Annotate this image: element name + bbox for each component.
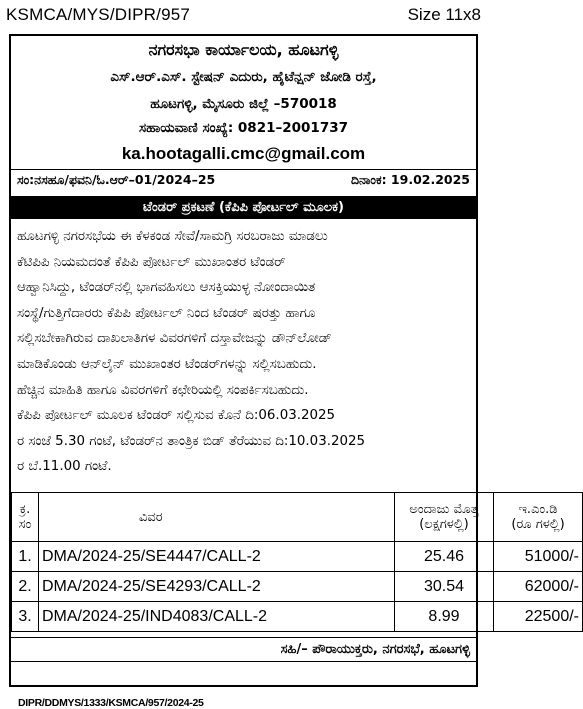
- header-emd-line2: (ರೂ ಗಳಲ್ಲಿ): [511, 517, 565, 532]
- body-line: ಸಂಸ್ಥೆ/ಗುತ್ತಿಗೆದಾರರು ಕೆಪಿಪಿ ಪೋರ್ಟಲ್ ನಿಂದ ಟೆಂಡರ್ ಷರತ್ತು ಹಾಗೂ: [17, 305, 316, 321]
- signature: ಸಹಿ/– ಪೌರಾಯುಕ್ತರು, ನಗರಸಭೆ, ಹೂಟಗಳ್ಳಿ: [280, 642, 470, 657]
- size-label: Size 11x8: [407, 5, 481, 24]
- table-header-row: [12, 493, 583, 542]
- body-line: ಕೆಟಿಪಿಪಿ ನಿಯಮದಂತೆ ಕೆಪಿಪಿ ಪೋರ್ಟಲ್ ಮುಖಾಂತರ ಟೆಂಡರ್: [17, 254, 286, 270]
- office-title: ನಗರಸಭಾ ಕಾರ್ಯಾಲಯ, ಹೂಟಗಳ್ಳಿ: [148, 40, 339, 59]
- row-serial: 3.: [12, 602, 39, 632]
- header-emd: [494, 493, 583, 542]
- row-serial: 1.: [12, 542, 39, 572]
- notice-banner: ಟೆಂಡರ್ ಪ್ರಕಟಣೆ (ಕೆಪಿಪಿ ಪೋರ್ಟಲ್ ಮೂಲಕ): [11, 196, 476, 219]
- row-amount: 8.99: [395, 602, 494, 632]
- row-description: DMA/2024-25/SE4293/CALL-2: [39, 572, 395, 602]
- email: ka.hootagalli.cmc@gmail.com: [121, 144, 366, 163]
- row-description: DMA/2024-25/SE4447/CALL-2: [39, 542, 395, 572]
- row-amount: 30.54: [395, 572, 494, 602]
- body-line: ಕೆಪಿಪಿ ಪೋರ್ಟಲ್ ಮೂಲಕ ಟೆಂಡರ್ ಸಲ್ಲಿಸುವ ಕೊನೆ ದಿ:06.03.2025: [17, 408, 336, 424]
- body-line: ಸಲ್ಲಿಸಬೇಕಾಗಿರುವ ದಾಖಲಾತಿಗಳ ವಿವರಗಳಿಗೆ ದಸ್ತಾವೇಜನ್ನು ಡೌನ್‌ಲೋಡ್: [17, 331, 332, 347]
- row-emd: 62000/-: [494, 572, 583, 602]
- header-serial-line2: ಸಂ: [18, 517, 32, 532]
- row-amount: 25.46: [395, 542, 494, 572]
- body-line: ರ ಬೆ.11.00 ಗಂಟೆ.: [17, 459, 112, 475]
- body-line: ರ ಸಂಜೆ 5.30 ಗಂಟೆ, ಟೆಂಡರ್‌ನ ತಾಂತ್ರಿಕ ಬಿಡ್ ತೆರೆಯುವ ದಿ:10.03.2025: [17, 433, 366, 449]
- body-line: ಮಾಡಿಕೊಂಡು ಆನ್‌ಲೈನ್ ಮುಖಾಂತರ ಟೆಂಡರ್‌ಗಳನ್ನು ಸಲ್ಲಿಸಬಹುದು.: [17, 356, 317, 372]
- reference-number: ಸಂ:ನಸಹೂ/ಫವನಿ/ಓ.ಆರ್–01/2024–25: [17, 172, 216, 187]
- row-serial: 2.: [12, 572, 39, 602]
- footer-reference: DIPR/DDMYS/1333/KSMCA/957/2024-25: [18, 697, 204, 709]
- address-line-2: ಹೂಟಗಳ್ಳಿ, ಮೈಸೂರು ಜಿಲ್ಲೆ –570018: [150, 96, 337, 112]
- row-emd: 51000/-: [494, 542, 583, 572]
- body-line: ಆಹ್ವಾನಿಸಿದ್ದು, ಟೆಂಡರ್‌ನಲ್ಲಿ ಭಾಗವಹಿಸಲು ಆಸಕ್ತಿಯುಳ್ಳ ನೋಂದಾಯಿತ: [17, 280, 316, 296]
- table-row: [12, 602, 583, 632]
- notice-date: ದಿನಾಂಕ: 19.02.2025: [350, 172, 470, 187]
- table-row: [12, 542, 583, 572]
- row-description: DMA/2024-25/IND4083/CALL-2: [39, 602, 395, 632]
- helpline: ಸಹಾಯವಾಣಿ ಸಂಖ್ಯೆ: 0821–2001737: [139, 120, 348, 136]
- header-emd-line1: ಇ.ಎಂ.ಡಿ: [518, 502, 558, 517]
- tender-table: [11, 492, 583, 632]
- divider: [11, 661, 476, 662]
- divider: [11, 169, 476, 170]
- body-line: ಹೆಚ್ಚಿನ ಮಾಹಿತಿ ಹಾಗೂ ವಿವರಗಳಿಗೆ ಕಛೇರಿಯಲ್ಲಿ ಸಂಪರ್ಕಿಸಬಹುದು.: [17, 382, 309, 398]
- header-serial-line1: ಕ್ರ.: [19, 502, 31, 517]
- table-row: [12, 572, 583, 602]
- row-emd: 22500/-: [494, 602, 583, 632]
- header-amount-line2: (ಲಕ್ಷಗಳಲ್ಲಿ): [419, 517, 469, 532]
- header-amount: [395, 493, 494, 542]
- body-line: ಹೂಟಗಳ್ಳಿ ನಗರಸಭೆಯ ಈ ಕೆಳಕಂಡ ಸೇವೆ/ಸಾಮಗ್ರಿ ಸರಬರಾಜು ಮಾಡಲು: [17, 229, 328, 244]
- header-serial: [12, 493, 39, 542]
- top-bar: [0, 0, 487, 34]
- header-description: ವಿವರ: [39, 493, 395, 542]
- notice-body: [17, 224, 470, 480]
- header-amount-line1: ಅಂದಾಜು ಮೊತ್ತ: [409, 502, 479, 517]
- ref-code: KSMCA/MYS/DIPR/957: [6, 5, 191, 24]
- address-line-1: ಎಸ್.ಆರ್.ಎಸ್. ಸ್ಟೇಷನ್ ಎದುರು, ಹೈಟೆನ್ಷನ್ ಜೋಡಿ ರಸ್ತೆ,: [110, 69, 377, 85]
- notice-frame: [9, 34, 579, 709]
- divider: [11, 637, 476, 638]
